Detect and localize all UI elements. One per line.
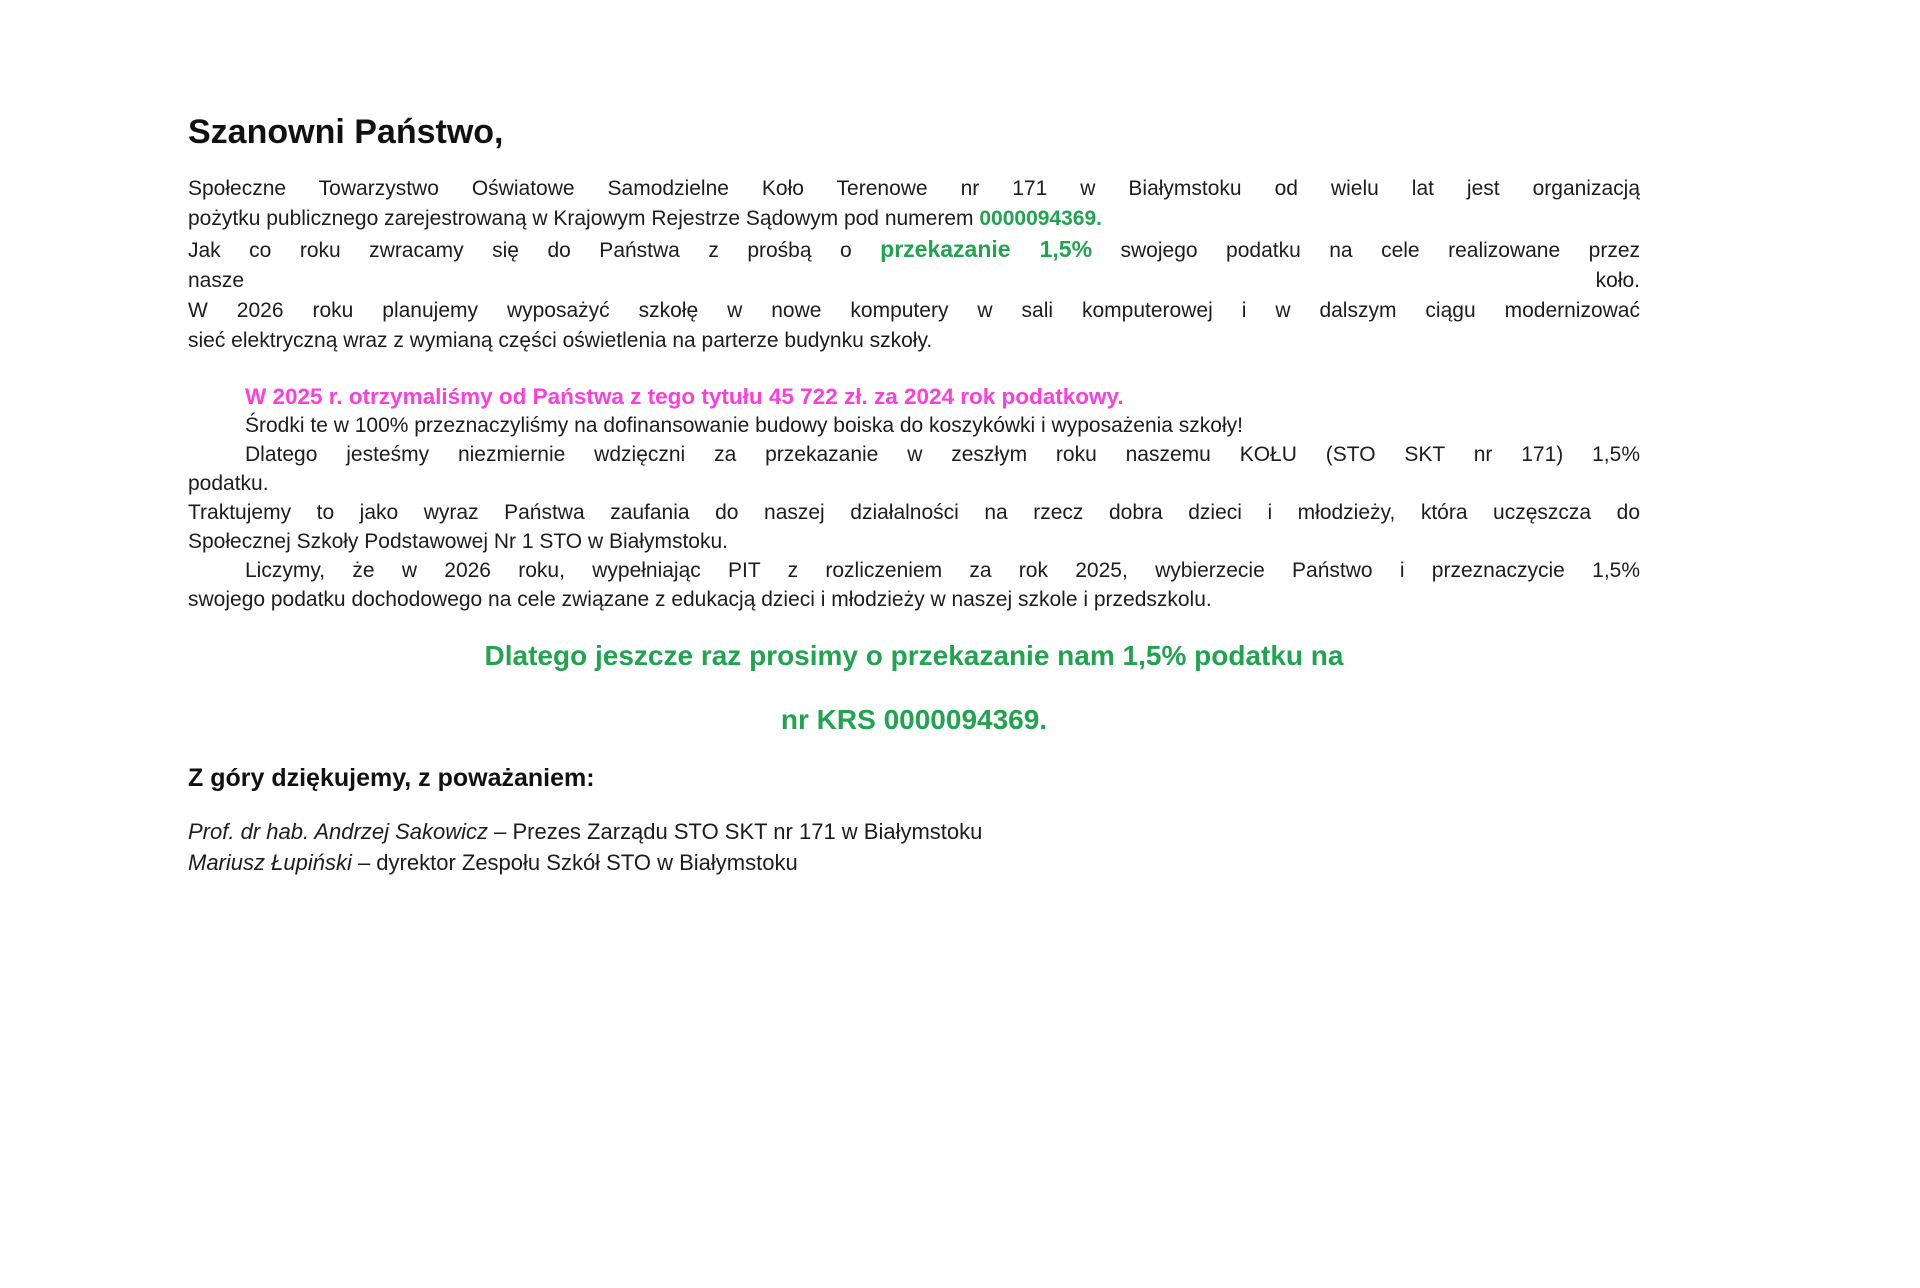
report-paragraphs [188, 382, 1640, 614]
report-line-8: swojego podatku dochodowego na cele związane z edukacją dzieci i młodzieży w naszej szkole i przedszkolu. [188, 588, 1212, 611]
intro-line-6 [188, 326, 1640, 356]
percent-highlight: przekazanie 1,5% [880, 236, 1093, 262]
letter-heading: Szanowni Państwo, [188, 113, 504, 151]
signature-line-1 [188, 816, 1640, 847]
report-highlight-line: W 2025 r. otrzymaliśmy od Państwa z tego tytułu 45 722 zł. za 2024 rok podatkowy. [245, 384, 1124, 409]
intro-line-5 [188, 296, 1640, 326]
intro-line-4 [188, 266, 1640, 296]
report-line-7 [188, 556, 1640, 585]
signature-line-2 [188, 847, 1640, 878]
report-line-5 [188, 498, 1640, 527]
report-line-3 [188, 440, 1640, 469]
intro-line-1 [188, 174, 1640, 204]
krs-number-inline: 0000094369. [979, 207, 1102, 230]
report-line-3-text: Dlatego jesteśmy niezmiernie wdzięczni za przekazanie w zeszłym roku naszemu KOŁU (STO SKT nr 171) 1,5% [245, 443, 1640, 466]
signature-name-2: Mariusz Łupiński [188, 850, 352, 875]
intro-line-3 [188, 234, 1640, 266]
intro-line-5-text: W 2026 roku planujemy wyposażyć szkołę w nowe komputery w sali komputerowej i w dalszym ciągu modernizować [188, 299, 1640, 322]
signatures [188, 816, 1640, 878]
intro-line-3-text-a: Jak co roku zwracamy się do Państwa z prośbą o [188, 239, 881, 262]
intro-line-2-text: pożytku publicznego zarejestrowaną w Krajowym Rejestrze Sądowym pod numerem [188, 207, 980, 230]
intro-line-1-text: Społeczne Towarzystwo Oświatowe Samodzielne Koło Terenowe nr 171 w Białymstoku od wielu lat jest organizacją [188, 177, 1640, 200]
intro-line-2 [188, 204, 1640, 234]
intro-line-4-word-b: koło. [1595, 269, 1640, 292]
signature-role-2: – dyrektor Zespołu Szkół STO w Białymstoku [351, 850, 798, 875]
closing-line: Z góry dziękujemy, z poważaniem: [188, 764, 595, 792]
intro-line-3-text-b: swojego podatku na cele realizowane przez [1092, 239, 1640, 262]
intro-line-6-text: sieć elektryczną wraz z wymianą części oświetlenia na parterze budynku szkoły. [188, 329, 933, 352]
report-line-5-text: Traktujemy to jako wyraz Państwa zaufania do naszej działalności na rzecz dobra dzieci i młodzieży, która uczęszcza do [188, 501, 1640, 524]
report-line-4: podatku. [188, 472, 269, 495]
appeal-krs-line: nr KRS 0000094369. [780, 704, 1048, 735]
report-line-6: Społecznej Szkoły Podstawowej Nr 1 STO w Białymstoku. [188, 530, 728, 553]
letter-page [188, 112, 1640, 878]
report-line-2: Środki te w 100% przeznaczyliśmy na dofinansowanie budowy boiska do koszykówki i wyposażenia szkoły! [245, 414, 1243, 437]
intro-line-4-word-a: nasze [188, 269, 245, 292]
report-line-7-text: Liczymy, że w 2026 roku, wypełniając PIT z rozliczeniem za rok 2025, wybierzecie Państwo i przeznaczycie 1,5% [245, 559, 1640, 582]
appeal-line-1: Dlatego jeszcze raz prosimy o przekazanie nam 1,5% podatku na [484, 640, 1344, 671]
signature-name-1: Prof. dr hab. Andrzej Sakowicz [188, 819, 488, 844]
signature-role-1: – Prezes Zarządu STO SKT nr 171 w Białymstoku [488, 819, 983, 844]
intro-paragraphs [188, 174, 1640, 356]
